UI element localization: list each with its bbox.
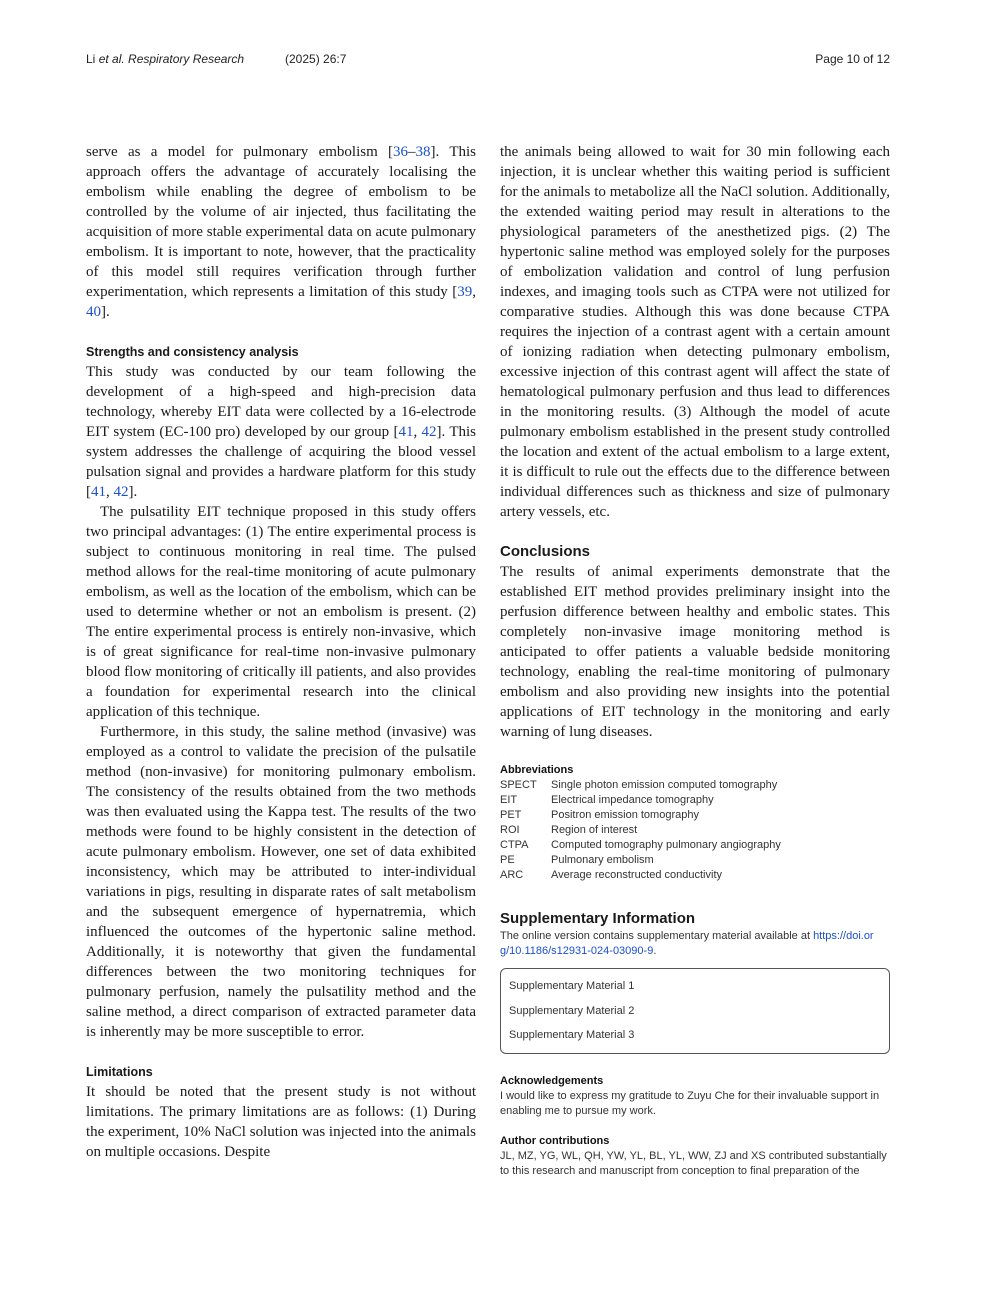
text: ]. This system addresses the challenge of acquiring the blood vessel pulsation signal and provides a hardware platform for this study [: [86, 424, 476, 500]
abbreviation-value: Electrical impedance tomography: [551, 794, 714, 806]
citation-link[interactable]: 39: [457, 284, 473, 300]
abbreviation-row: [500, 823, 890, 838]
text: This study was conducted by our team following the development of a high-speed and high-precision data technology, whereby EIT data were collected by a 16-electrode EIT system (EC-100 pro) developed by our group [: [86, 364, 476, 440]
abbreviation-row: [500, 853, 890, 868]
page-number: Page 10 of 12: [815, 52, 890, 66]
abbreviations-section: [500, 763, 890, 883]
doi-link-part: g/10.1186/s12931-024-03090-9: [500, 945, 654, 957]
paragraph-advantages: The pulsatility EIT technique proposed in this study offers two principal advantages: (1) The entire experimental process is subject to continuous monitoring in real time. The pulsed method allows for the real-time monitoring of acute pulmonary embolism, as well as the location of the embolism, which can be used to determine whether or not an embolism is present. (2) The entire experimental process is entirely non-invasive, which is of great significance for real-time non-invasive pulmonary blood flow monitoring of critically ill patients, and also provides a foundation for experimental research into the clinical application of this technique.: [86, 504, 476, 720]
citation-link[interactable]: 36: [393, 144, 409, 160]
header-journal: et al. Respiratory Research: [98, 52, 245, 66]
supplementary-material-item[interactable]: Supplementary Material 3: [509, 1029, 635, 1041]
paragraph-model: [86, 142, 476, 322]
text: –: [408, 144, 416, 160]
doi-link-part: https://doi.or: [813, 930, 874, 942]
supplementary-material-item[interactable]: Supplementary Material 1: [509, 980, 635, 992]
acknowledgements-section: [500, 1074, 890, 1119]
abbreviations-heading: Abbreviations: [500, 764, 574, 776]
section-heading-conclusions: Conclusions: [500, 543, 591, 560]
author-contributions-section: [500, 1134, 890, 1179]
abbreviation-value: Positron emission tomography: [551, 809, 699, 821]
header-year: (2025) 26:7: [285, 52, 347, 66]
citation-link[interactable]: 41: [91, 484, 106, 500]
abbreviation-key: SPECT: [500, 779, 537, 791]
abbreviation-row: [500, 868, 890, 883]
abbreviation-key: ARC: [500, 869, 524, 881]
section-heading-limitations: Limitations: [86, 1065, 153, 1079]
paragraph-limitations: It should be noted that the present study is not without limitations. The primary limitations are as follows: (1) During the experiment, 10% NaCl solution was injected into the animals on multiple occasions. Despite: [86, 1084, 476, 1160]
left-column: [86, 142, 476, 1162]
abbreviation-value: Region of interest: [551, 824, 638, 836]
section-heading-strengths: Strengths and consistency analysis: [86, 345, 299, 359]
abbreviation-row: [500, 778, 890, 793]
header-authors: Li: [86, 52, 99, 66]
citation-link[interactable]: 41: [398, 424, 414, 440]
citation-link[interactable]: 42: [421, 424, 437, 440]
abbreviation-value: Computed tomography pulmonary angiography: [551, 839, 781, 851]
abbreviation-value: Pulmonary embolism: [551, 854, 654, 866]
supplementary-materials-box: [500, 968, 890, 1054]
text: serve as a model for pulmonary embolism [: [86, 144, 394, 160]
abbreviation-key: EIT: [500, 794, 518, 806]
text: ,: [472, 284, 476, 300]
paragraph-conclusions: The results of animal experiments demonstrate that the established EIT method provides preliminary insight into the perfusion difference between healthy and embolic states. This completely non-invasive image monitoring method is anticipated to offer patients a valuable bedside monitoring technology, enabling the real-time monitoring of pulmonary embolism and also providing new insights into the potential applications of EIT technology in the monitoring and early warning of lung diseases.: [500, 564, 890, 740]
header-citation: [86, 52, 244, 66]
text: ,: [106, 484, 114, 500]
author-contributions-text: JL, MZ, YG, WL, QH, YW, YL, BL, YL, WW, ZJ and XS contributed substantially to this research and manuscript from conception to final preparation of the: [500, 1149, 887, 1177]
abbreviation-row: [500, 793, 890, 808]
abbreviations-list: [500, 778, 890, 883]
paragraph-consistency: Furthermore, in this study, the saline method (invasive) was employed as a control to validate the precision of the pulsatile method (non-invasive) for monitoring pulmonary embolism. The consistency of the results obtained from the two methods was then evaluated using the Kappa test. The results of the two methods were found to be highly consistent in the detection of acute pulmonary embolism. However, one set of data exhibited inconsistency, which may be attributed to inter-individual variations in pigs, resulting in disparate rates of salt metabolism and the subsequent emergence of hypernatremia, which influenced the outcomes of the hypertonic saline method. Additionally, it is noteworthy that given the fundamental differences between the two monitoring techniques for pulmonary perfusion, namely the pulsatility method and the saline method, a direct comparison of extracted parameter data is inherently may be more susceptible to error.: [86, 724, 476, 1040]
text: The online version contains supplementary material available at: [500, 930, 814, 942]
acknowledgements-heading: Acknowledgements: [500, 1074, 604, 1087]
text: ]. This approach offers the advantage of accurately localising the embolism while enabling the degree of embolism to be controlled by the volume of air injected, thus facilitating the acquisition of more stable experimental data on acute pulmonary embolism. It is important to note, however, that the practicality of this model still requires verification through further experimentation, which represents a limitation of this study [: [86, 144, 476, 300]
paragraph-limitations-continued: the animals being allowed to wait for 30 min following each injection, it is unclear whether this waiting period is sufficient for the animals to metabolize all the NaCl solution. Additionally, the extended waiting period may result in alterations to the physiological parameters of the anesthetized pigs. (2) The hypertonic saline method was employed solely for the purposes of embolization validation and control of lung perfusion indexes, and imaging tools such as CTPA were not utilized for comparative studies. Although this was done because CTPA requires the injection of a contrast agent with a certain amount of ionizing radiation when detecting pulmonary embolism, excessive injection of this contrast agent will affect the state of hematological pulmonary perfusion and thus lead to differences in the monitoring results. (3) Although the model of acute pulmonary embolism established in the present study controlled the location and extent of the actual embolism to a large extent, it is difficult to rule out the effects due to the difference between individual differences such as thickness and size of pulmonary artery vessels, etc.: [500, 144, 890, 520]
abbreviation-value: Average reconstructed conductivity: [551, 869, 722, 881]
abbreviation-row: [500, 838, 890, 853]
right-column: [500, 142, 890, 1179]
abbreviation-row: [500, 808, 890, 823]
supplementary-description: [500, 929, 890, 959]
text: ,: [413, 424, 422, 440]
abbreviation-key: PE: [500, 854, 515, 866]
supplementary-material-item[interactable]: Supplementary Material 2: [509, 1004, 635, 1017]
citation-link[interactable]: 38: [415, 144, 431, 160]
text: .: [653, 945, 657, 957]
text: ].: [128, 484, 138, 500]
paragraph-strengths: [86, 362, 476, 502]
abbreviation-value: Single photon emission computed tomography: [551, 779, 778, 791]
text: ].: [101, 304, 110, 320]
acknowledgements-text: I would like to express my gratitude to Zuyu Che for their invaluable support in enabling me to pursue my work.: [500, 1089, 880, 1117]
citation-link[interactable]: 40: [86, 304, 101, 320]
abbreviation-key: PET: [500, 809, 522, 821]
page-header: [86, 52, 890, 70]
citation-link[interactable]: 42: [113, 484, 129, 500]
section-heading-supplementary: Supplementary Information: [500, 910, 696, 927]
author-contributions-heading: Author contributions: [500, 1134, 610, 1147]
abbreviation-key: ROI: [500, 824, 520, 836]
abbreviation-key: CTPA: [500, 839, 529, 851]
